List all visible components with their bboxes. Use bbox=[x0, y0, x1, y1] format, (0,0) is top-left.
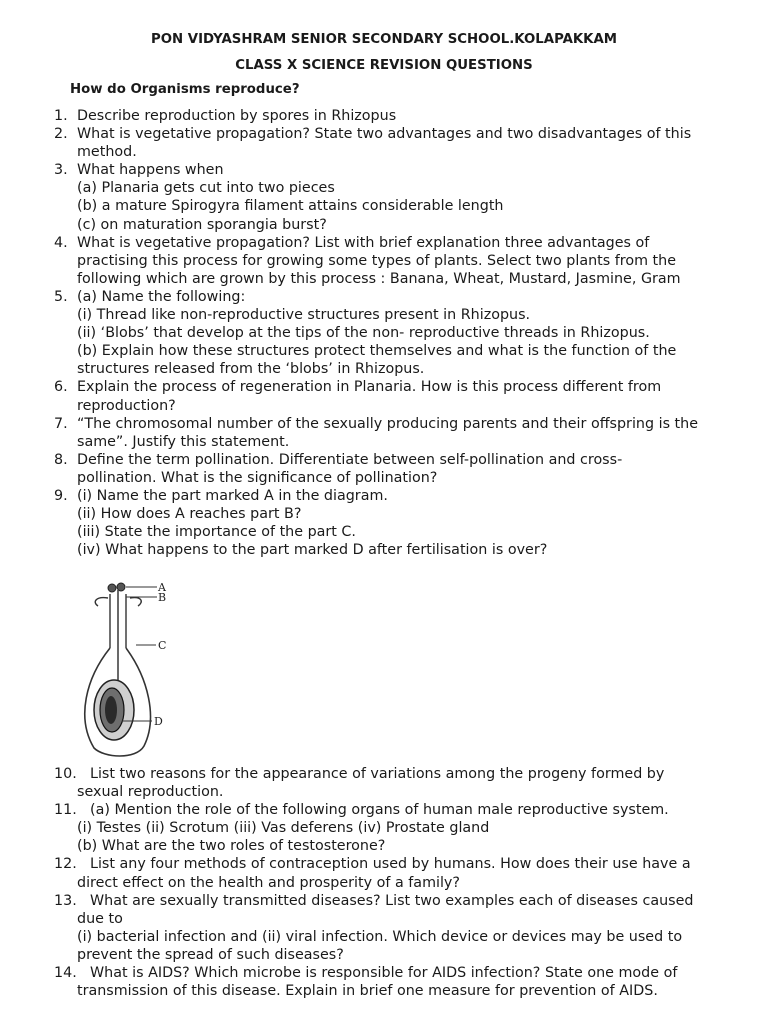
topic-heading: How do Organisms reproduce? bbox=[70, 82, 300, 97]
question-text-line: practising this process for growing some types of plants. Select two plants from the bbox=[77, 252, 677, 269]
label-b: B bbox=[158, 591, 167, 604]
question-text-line: sexual reproduction. bbox=[77, 784, 224, 801]
pollen-grain-2 bbox=[117, 583, 125, 591]
question-item bbox=[0, 288, 768, 378]
question-item bbox=[0, 125, 768, 161]
question-text-line: (b) What are the two roles of testosterone? bbox=[77, 838, 386, 855]
question-number: 5. bbox=[54, 288, 68, 305]
question-number: 4. bbox=[54, 234, 68, 251]
pistil-diagram bbox=[74, 578, 184, 760]
question-number: 6. bbox=[54, 379, 68, 396]
question-text-line: What is AIDS? Which microbe is responsible for AIDS infection? State one mode of bbox=[90, 965, 678, 982]
question-number: 3. bbox=[54, 162, 68, 179]
question-number: 2. bbox=[54, 126, 68, 143]
question-text-line: (b) Explain how these structures protect themselves and what is the function of the bbox=[77, 343, 677, 360]
question-list-part-1 bbox=[0, 107, 768, 559]
question-item bbox=[0, 801, 768, 855]
question-list-part-2 bbox=[0, 765, 768, 1000]
question-text-line: (a) Mention the role of the following organs of human male reproductive system. bbox=[90, 802, 669, 819]
question-text-line: direct effect on the health and prosperity of a family? bbox=[77, 874, 460, 891]
stigma-left-lobe bbox=[95, 598, 108, 606]
embryo-sac bbox=[105, 696, 117, 724]
question-number: 9. bbox=[54, 487, 68, 504]
question-text-line: What is vegetative propagation? List with brief explanation three advantages of bbox=[77, 234, 650, 251]
question-text-line: “The chromosomal number of the sexually producing parents and their offspring is the bbox=[77, 415, 699, 432]
question-number: 1. bbox=[54, 108, 68, 124]
question-item bbox=[0, 451, 768, 487]
question-text-line: prevent the spread of such diseases? bbox=[77, 946, 344, 963]
document-title: CLASS X SCIENCE REVISION QUESTIONS bbox=[235, 58, 533, 73]
stigma-right-lobe bbox=[130, 598, 141, 606]
question-item bbox=[0, 107, 768, 125]
question-text-line: method. bbox=[77, 144, 137, 161]
question-text-line: Explain the process of regeneration in Planaria. How is this process different from bbox=[77, 379, 662, 396]
question-text-line: following which are grown by this process : Banana, Wheat, Mustard, Jasmine, Gram bbox=[77, 270, 681, 287]
question-text-line: What happens when bbox=[77, 162, 224, 179]
question-text-line: Describe reproduction by spores in Rhizopus bbox=[77, 108, 397, 124]
question-text-line: (ii) How does A reaches part B? bbox=[77, 506, 302, 523]
question-text-line: List any four methods of contraception used by humans. How does their use have a bbox=[90, 856, 691, 873]
question-text-line: (i) Name the part marked A in the diagram. bbox=[77, 487, 388, 504]
question-item bbox=[0, 964, 768, 1000]
question-text-line: List two reasons for the appearance of variations among the progeny formed by bbox=[90, 766, 665, 782]
question-text-line: same”. Justify this statement. bbox=[77, 433, 290, 450]
question-number: 11. bbox=[54, 802, 77, 819]
question-text-line: reproduction? bbox=[77, 397, 176, 414]
question-item bbox=[0, 161, 768, 233]
question-item bbox=[0, 487, 768, 559]
question-item bbox=[0, 765, 768, 801]
question-text-line: (a) Name the following: bbox=[77, 288, 246, 305]
question-text-line: (c) on maturation sporangia burst? bbox=[77, 216, 327, 233]
question-text-line: due to bbox=[77, 910, 123, 927]
question-text-line: (i) Testes (ii) Scrotum (iii) Vas deferens (iv) Prostate gland bbox=[77, 820, 490, 837]
question-text-line: (i) bacterial infection and (ii) viral infection. Which device or devices may be used to bbox=[77, 928, 683, 945]
question-text-line: (a) Planaria gets cut into two pieces bbox=[77, 180, 335, 197]
question-item bbox=[0, 415, 768, 451]
question-text-line: (iii) State the importance of the part C. bbox=[77, 524, 356, 541]
question-item bbox=[0, 234, 768, 288]
question-text-line: What are sexually transmitted diseases? List two examples each of diseases caused bbox=[90, 892, 694, 909]
question-number: 12. bbox=[54, 856, 77, 873]
question-number: 7. bbox=[54, 415, 68, 432]
question-text-line: (i) Thread like non-reproductive structures present in Rhizopus. bbox=[77, 307, 531, 324]
question-item bbox=[0, 892, 768, 964]
question-text-line: pollination. What is the significance of pollination? bbox=[77, 469, 438, 486]
question-item bbox=[0, 378, 768, 414]
pollen-grain-1 bbox=[108, 584, 116, 592]
question-number: 13. bbox=[54, 892, 77, 909]
label-a: A bbox=[158, 581, 166, 594]
question-text-line: (iv) What happens to the part marked D after fertilisation is over? bbox=[77, 542, 548, 559]
question-number: 10. bbox=[54, 766, 77, 782]
school-name: PON VIDYASHRAM SENIOR SECONDARY SCHOOL.KOLAPAKKAM bbox=[150, 32, 618, 47]
question-text-line: (ii) ‘Blobs’ that develop at the tips of the non- reproductive threads in Rhizopus. bbox=[77, 325, 650, 342]
label-c: C bbox=[158, 639, 167, 652]
question-text-line: structures released from the ‘blobs’ in Rhizopus. bbox=[77, 361, 425, 378]
question-text-line: Define the term pollination. Differentiate between self-pollination and cross- bbox=[77, 451, 623, 468]
question-text-line: (b) a mature Spirogyra filament attains considerable length bbox=[77, 198, 504, 215]
question-text-line: transmission of this disease. Explain in brief one measure for prevention of AIDS. bbox=[77, 983, 658, 1000]
label-d: D bbox=[154, 715, 163, 728]
question-item bbox=[0, 855, 768, 891]
question-number: 8. bbox=[54, 451, 68, 468]
question-text-line: What is vegetative propagation? State two advantages and two disadvantages of this bbox=[77, 126, 692, 143]
question-number: 14. bbox=[54, 965, 77, 982]
